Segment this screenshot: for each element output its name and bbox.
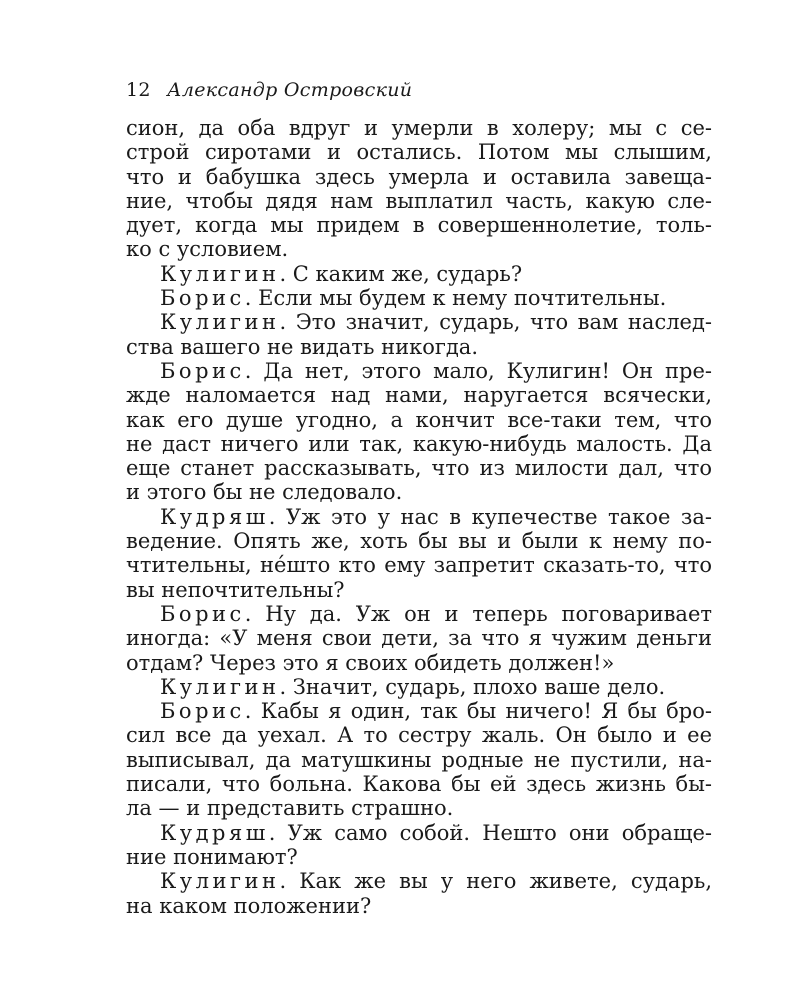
text-line [126,772,712,796]
line-text: выписывал, да матушкины родные не пустили, на- [126,747,712,772]
text-line [126,578,712,602]
text-line [126,286,712,310]
line-text: писали, что больна. Какова бы ей здесь жизнь бы- [126,772,712,797]
text-line [126,189,712,213]
line-text: строй сиротами и остались. Потом мы слышим, [126,140,712,165]
speaker-name: Кулигин [160,674,280,699]
text-line [126,529,712,553]
text-line [126,408,712,432]
line-text: ства вашего не видать никогда. [126,334,478,359]
speaker-name: Кулигин [160,869,280,894]
speaker-name: Кудряш [160,820,269,845]
line-text: . Это значит, сударь, что вам наслед- [279,310,712,335]
text-line [126,335,712,359]
text-line [126,480,712,504]
text-line [126,262,712,286]
running-header [126,79,412,101]
text-line [126,383,712,407]
line-text: что и бабушка здесь умерла и оставила завеща- [126,164,712,189]
text-line [126,456,712,480]
line-text: еще станет рассказывать, что из милости дал, что [126,456,712,481]
line-text: ние, чтобы дядя нам выплатил часть, какую сле- [126,188,712,213]
speaker-name: Кулигин [160,310,280,335]
speaker-name: Борис [160,699,245,724]
line-text: . Как же вы у него живете, сударь, [279,869,712,894]
line-text: дует, когда мы придем в совершеннолетие, толь- [126,213,712,238]
text-line [126,505,712,529]
text-line [126,553,712,577]
speaker-name: Кудряш [160,504,269,529]
line-text: . Да нет, этого мало, Кулигин! Он пре- [244,358,712,383]
line-text: как его душе угодно, а кончит все-таки тем, что [126,407,712,432]
text-line [126,140,712,164]
text-line [126,432,712,456]
text-line [126,723,712,747]
text-line [126,869,712,893]
speaker-name: Борис [160,286,245,311]
line-text: не даст ничего или так, какую-нибудь малость. Да [126,431,712,456]
line-text: вы непочтительны? [126,577,345,602]
speaker-name: Борис [160,601,245,626]
text-line [126,748,712,772]
line-text: ла — и представить страшно. [126,796,454,821]
text-line [126,237,712,261]
line-text: . Значит, сударь, плохо ваше дело. [279,674,666,699]
line-text: ние понимают? [126,844,298,869]
speaker-name: Кулигин [160,261,280,286]
line-text: жде наломается над нами, наругается всячески, [126,383,712,408]
line-text: сион, да оба вдруг и умерли в холеру; мы с се- [126,116,712,140]
line-text: . Уж это у нас в купечестве такое за- [268,504,712,529]
line-text: иногда: «У меня свои дети, за что я чужим деньги [126,626,712,651]
body-text [126,116,712,918]
text-line [126,602,712,626]
line-text: и этого бы не следовало. [126,480,403,505]
line-text: . С каким же, сударь? [279,261,523,286]
text-line [126,359,712,383]
line-text: . Если мы будем к нему почтительны. [244,286,667,311]
running-header-author: Александр Островский [167,79,413,101]
text-line [126,675,712,699]
text-line [126,821,712,845]
line-text: на каком положении? [126,893,372,918]
text-line [126,310,712,334]
text-line [126,165,712,189]
text-line [126,845,712,869]
line-text: сил все да уехал. А то сестру жаль. Он было и ее [126,723,712,748]
line-text: . Кабы я один, так бы ничего! Я бы бро- [244,699,712,724]
line-text: отдам? Через это я своих обидеть должен!» [126,650,615,675]
line-text: ведение. Опять же, хоть бы вы и были к нему по- [126,529,712,554]
speaker-name: Борис [160,358,245,383]
text-line [126,651,712,675]
line-text: ко с условием. [126,237,289,262]
text-line [126,626,712,650]
page-number: 12 [126,79,151,101]
line-text: . Ну да. Уж он и теперь поговаривает [244,601,712,626]
text-line [126,116,712,140]
text-line [126,213,712,237]
line-text: чтительны, нéшто кто ему запретит сказать-то, что [126,553,712,578]
line-text: . Уж само собой. Нешто они обраще- [268,820,712,845]
text-line [126,894,712,918]
text-line [126,699,712,723]
text-line [126,796,712,820]
